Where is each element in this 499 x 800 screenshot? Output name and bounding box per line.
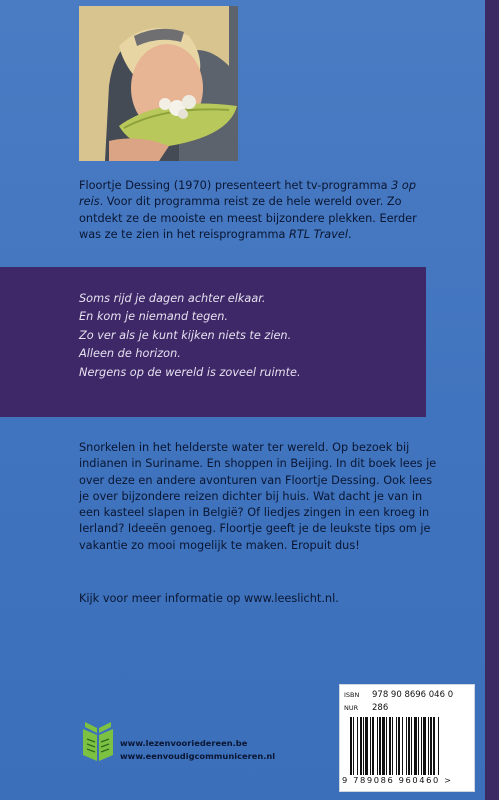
website-links	[120, 737, 275, 762]
author-intro	[79, 178, 439, 243]
isbn-label: ISBN	[344, 691, 360, 699]
quote	[79, 290, 301, 382]
barcode-bar	[396, 717, 397, 775]
nur-row	[344, 703, 388, 713]
barcode-bar	[418, 717, 419, 775]
barcode-bar	[421, 717, 422, 775]
barcode-bar	[402, 717, 403, 775]
barcode-bar	[350, 717, 352, 775]
book-logo-icon	[81, 719, 115, 763]
author-photo	[79, 6, 238, 161]
nur-label: NUR	[344, 704, 359, 712]
barcode-bar	[423, 717, 426, 775]
barcode-bar	[382, 717, 385, 775]
intro-text-continued: . Voor dit programma reist ze de hele wereld over. Zo ontdekt ze de mooiste en meest bijzondere plekken. Eerder was ze te zien in het reisprogramma	[79, 195, 417, 241]
barcode-bar	[379, 717, 381, 775]
barcode-bar	[438, 717, 439, 775]
barcode-bar	[372, 717, 374, 775]
barcode-bar	[392, 717, 393, 775]
barcode-bar	[353, 717, 354, 775]
book-blurb: Snorkelen in het helderste water ter wereld. Op bezoek bij indianen in Suriname. En shoppen in Beijing. In dit boek lees je over deze en andere avonturen van Floortje Dessing. Ook lees je over bijzondere reizen dichter bij huis. Wat dacht je van in een kasteel slapen in België? Of liedjes zingen in een kroeg in Ierland? Ideeën genoeg. Floortje geeft je de leukste tips om je vakantie zo mooi mogelijk te maken. Eropuit dus!	[79, 441, 437, 552]
barcode-number: 9 789086 960460 >	[342, 775, 453, 785]
isbn-barcode-box	[339, 684, 475, 792]
barcode-bar	[414, 717, 417, 775]
intro-end: .	[347, 227, 352, 241]
barcode-bar	[363, 717, 364, 775]
barcode-bar	[365, 717, 368, 775]
link-lezenvooriedereen[interactable]: www.lezenvooriedereen.be	[120, 738, 248, 748]
quote-line: Soms rijd je dagen achter elkaar.	[79, 292, 266, 305]
nur-value: 286	[372, 703, 389, 713]
isbn-value: 978 90 8696 046 0	[372, 690, 454, 700]
show-title-3-op-reis-b: reis	[79, 195, 100, 209]
barcode-bar	[398, 717, 400, 775]
show-title-3-op-reis-a: 3 op	[391, 179, 416, 192]
barcode	[350, 717, 468, 775]
barcode-bar	[406, 717, 407, 775]
barcode-bar	[357, 717, 358, 775]
quote-line: Alleen de horizon.	[79, 347, 181, 361]
barcode-bar	[389, 717, 391, 775]
barcode-bar	[411, 717, 412, 775]
barcode-bar	[370, 717, 371, 775]
barcode-bar	[433, 717, 435, 775]
more-info-text: Kijk voor meer informatie op www.leeslicht.nl.	[79, 592, 339, 605]
isbn-row	[344, 690, 453, 700]
quote-line: En kom je niemand tegen.	[79, 310, 228, 324]
spine-edge	[485, 0, 499, 800]
show-title-rtl-travel: RTL Travel	[288, 227, 348, 241]
barcode-bar	[360, 717, 362, 775]
barcode-bar	[386, 717, 387, 775]
intro-text: Floortje Dessing (1970) presenteert het tv-programma	[79, 179, 392, 192]
quote-band	[0, 267, 426, 417]
link-eenvoudigcommuniceren[interactable]: www.eenvoudigcommuniceren.nl	[120, 750, 276, 761]
barcode-bar	[428, 717, 429, 775]
quote-line: Nergens op de wereld is zoveel ruimte.	[79, 365, 301, 379]
barcode-bar	[430, 717, 432, 775]
quote-line: Zo ver als je kunt kijken niets te zien.	[79, 328, 292, 342]
barcode-bar	[408, 717, 410, 775]
barcode-bar	[377, 717, 378, 775]
